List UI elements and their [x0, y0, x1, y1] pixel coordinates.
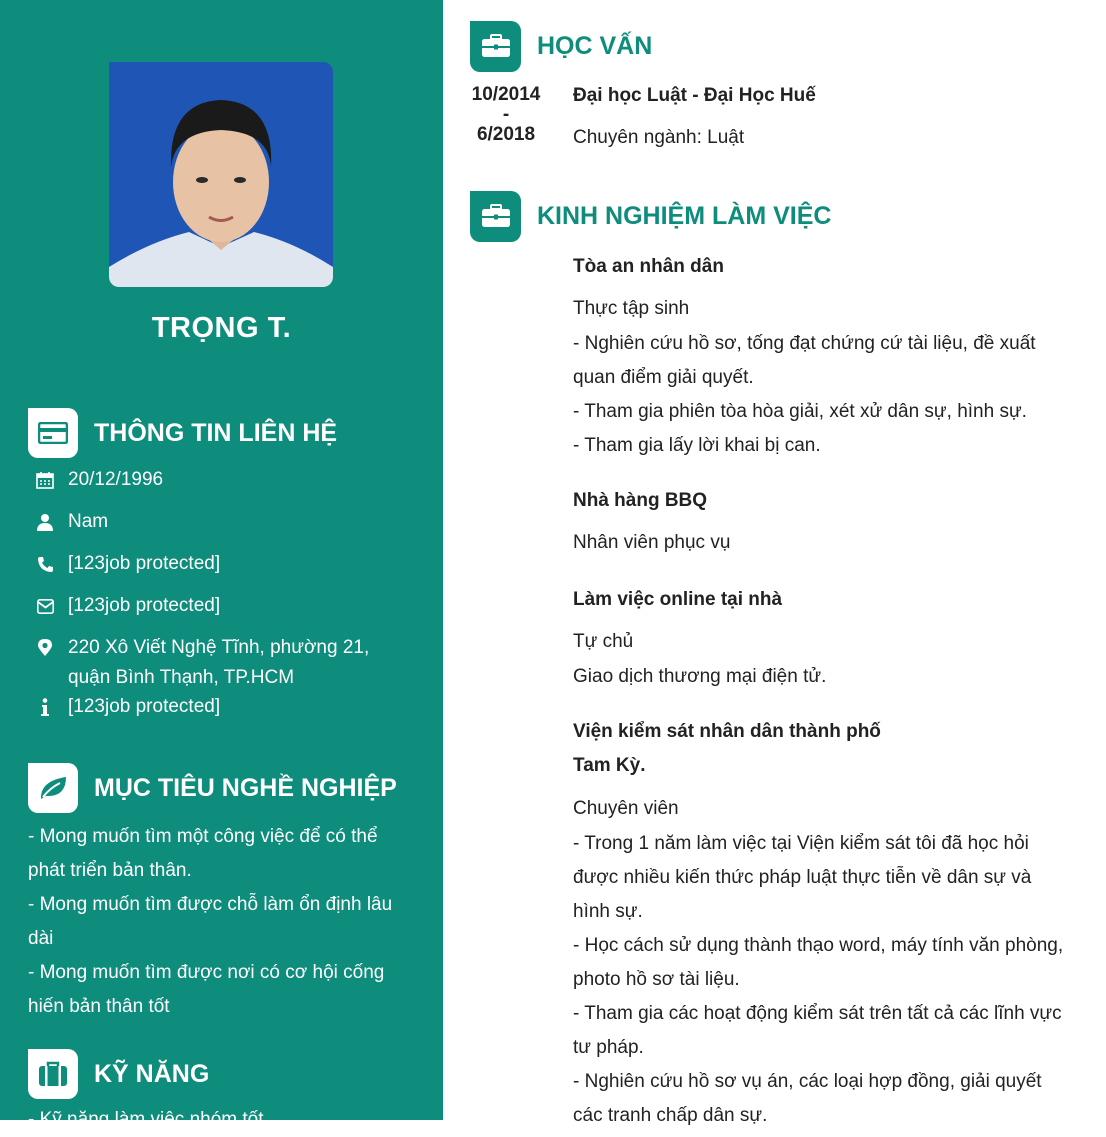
birthday-value: 20/12/1996 — [68, 469, 164, 490]
job-position: Tự chủ — [573, 631, 634, 652]
skills-line: - Kỹ năng làm việc nhóm tốt — [28, 1109, 264, 1130]
job-description — [573, 327, 1083, 463]
objective-line: hiến bản thân tốt — [28, 996, 170, 1017]
job-line: - Tham gia phiên tòa hòa giải, xét xử dân sự, hình sự. — [573, 401, 1027, 422]
skills-heading — [28, 1048, 209, 1100]
job-position: Nhân viên phục vụ — [573, 532, 731, 553]
education-date-start: 10/2014 — [471, 84, 541, 105]
briefcase-icon — [470, 21, 521, 72]
skills-heading-label: KỸ NĂNG — [94, 1059, 210, 1088]
job-company: Tòa an nhân dân — [573, 256, 724, 277]
objective-line: - Mong muốn tìm được nơi có cơ hội cống — [28, 962, 385, 983]
objective-line: - Mong muốn tìm một công việc để có thể — [28, 826, 378, 847]
job-line: - Tham gia các hoạt động kiểm sát trên tất cả các lĩnh vực — [573, 1003, 1062, 1024]
objective-text — [28, 820, 418, 1024]
job-company-line-2: Tam Kỳ. — [573, 755, 646, 776]
job-position: Thực tập sinh — [573, 298, 690, 319]
education-date-sep: - — [502, 104, 510, 125]
job-position: Chuyên viên — [573, 798, 679, 819]
job-line: được nhiều kiến thức pháp luật thực tiễn về dân sự và — [573, 867, 1032, 888]
leaf-icon — [28, 763, 78, 813]
job-company: Làm việc online tại nhà — [573, 589, 783, 610]
education-date — [466, 84, 546, 146]
sidebar — [0, 0, 443, 1130]
experience-heading — [470, 190, 831, 242]
job-line: - Tham gia lấy lời khai bị can. — [573, 435, 821, 456]
objective-heading-label: MỤC TIÊU NGHỀ NGHIỆP — [94, 773, 397, 802]
job-company: Nhà hàng BBQ — [573, 490, 708, 511]
contact-phone — [34, 549, 220, 579]
job-line: quan điểm giải quyết. — [573, 367, 754, 388]
contact-heading-label: THÔNG TIN LIÊN HỆ — [94, 418, 338, 447]
job-line: hình sự. — [573, 901, 643, 922]
job-company — [573, 715, 1083, 783]
contact-email — [34, 591, 220, 621]
user-icon — [34, 507, 56, 537]
map-pin-icon — [34, 633, 56, 663]
job-line: các tranh chấp dân sự. — [573, 1105, 768, 1126]
job-line: - Học cách sử dụng thành thạo word, máy tính văn phòng, — [573, 935, 1064, 956]
objective-line: dài — [28, 928, 54, 949]
education-date-end: 6/2018 — [476, 124, 536, 145]
profile-photo — [109, 62, 333, 287]
education-heading-label: HỌC VẤN — [537, 31, 653, 60]
job-line: - Nghiên cứu hồ sơ vụ án, các loại hợp đồng, giải quyết — [573, 1071, 1042, 1092]
job-line: photo hồ sơ tài liệu. — [573, 969, 740, 990]
contact-birthday — [34, 465, 163, 495]
contact-heading — [28, 407, 337, 459]
address-line-2: quận Bình Thạnh, TP.HCM — [68, 667, 295, 688]
envelope-icon — [34, 591, 56, 621]
objective-heading — [28, 762, 397, 814]
info-icon — [34, 692, 56, 722]
job-company-line-1: Viện kiểm sát nhân dân thành phố — [573, 721, 881, 742]
suitcase-icon — [28, 1049, 78, 1099]
job-description — [573, 827, 1083, 1133]
education-heading — [470, 20, 652, 72]
education-school: Đại học Luật - Đại Học Huế — [573, 85, 816, 106]
job-line: Giao dịch thương mại điện tử. — [573, 666, 827, 687]
job-line: - Trong 1 năm làm việc tại Viện kiểm sát tôi đã học hỏi — [573, 833, 1029, 854]
contact-address — [34, 633, 369, 693]
address-line-1: 220 Xô Viết Nghệ Tĩnh, phường 21, — [68, 637, 370, 658]
objective-line: - Mong muốn tìm được chỗ làm ổn định lâu — [28, 894, 393, 915]
job-line: tư pháp. — [573, 1037, 644, 1058]
candidate-name: TRỌNG T. — [151, 312, 292, 344]
objective-line: phát triển bản thân. — [28, 860, 192, 881]
skills-text — [28, 1103, 418, 1137]
experience-heading-label: KINH NGHIỆM LÀM VIỆC — [537, 201, 832, 230]
contact-info — [34, 692, 220, 722]
email-value[interactable]: [123job protected] — [68, 595, 221, 616]
job-line: - Nghiên cứu hồ sơ, tống đạt chứng cứ tài liệu, đề xuất — [573, 333, 1036, 354]
phone-value[interactable]: [123job protected] — [68, 553, 221, 574]
info-value[interactable]: [123job protected] — [68, 696, 221, 717]
id-card-icon — [28, 408, 78, 458]
job-description — [573, 660, 1083, 694]
briefcase-icon — [470, 191, 521, 242]
calendar-icon — [34, 465, 56, 495]
education-major: Chuyên ngành: Luật — [573, 127, 745, 148]
contact-gender — [34, 507, 108, 537]
address-text — [68, 633, 369, 693]
gender-value: Nam — [68, 511, 109, 532]
phone-icon — [34, 549, 56, 579]
